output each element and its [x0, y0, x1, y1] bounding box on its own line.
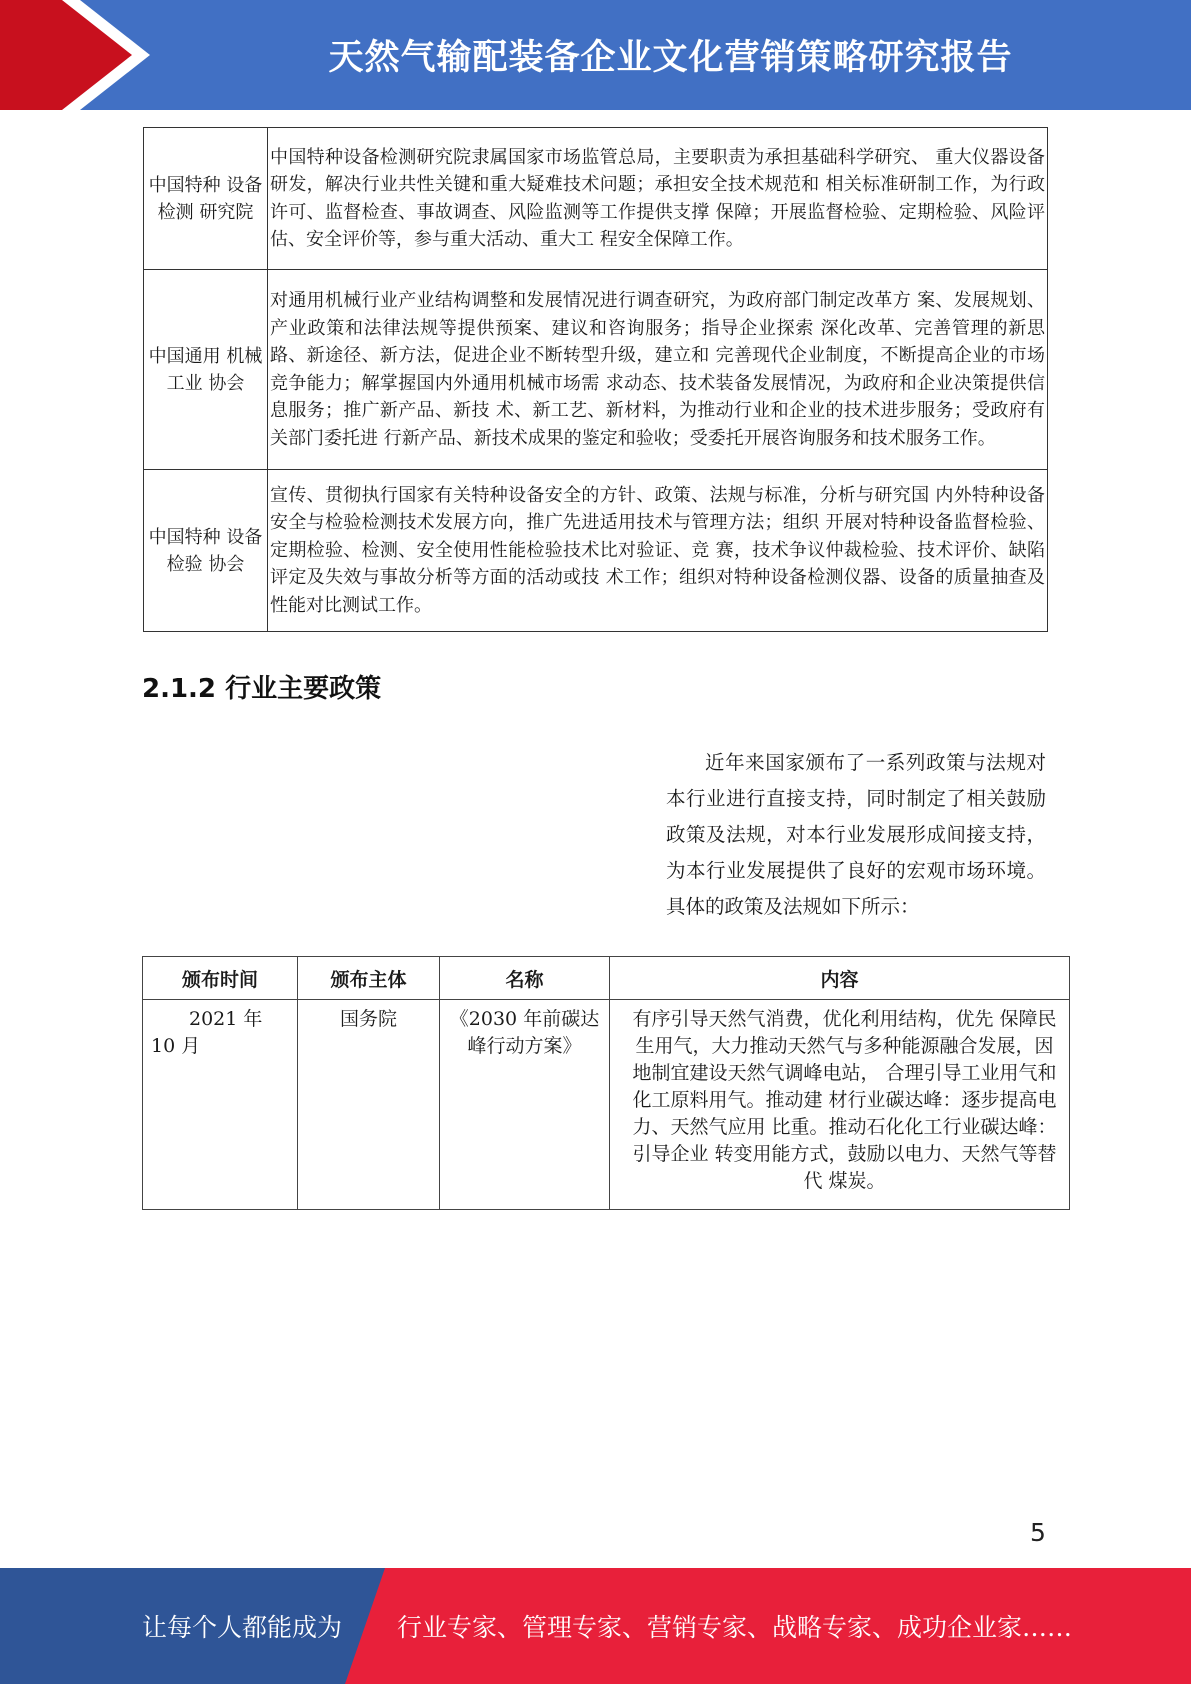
- org-name: 中国特种 设备检测 研究院: [144, 128, 268, 270]
- column-header: 颁布主体: [298, 957, 440, 1000]
- org-description: 中国特种设备检测研究院隶属国家市场监管总局，主要职责为承担基础科学研究、 重大仪器设备研发，解决行业共性关键和重大疑难技术问题；承担安全技术规范和 相关标准研制工作，为行政许可、监督检查、事故调查、风险监测等工作提供支撑 保障；开展监督检验、定期检验、风险评估、安全评价等，参与重大活动、重大工 程安全保障工作。: [268, 128, 1048, 270]
- header-bar: [0, 0, 1191, 110]
- table-row: [144, 270, 1048, 470]
- section-heading: 2.1.2 行业主要政策: [142, 674, 382, 704]
- intro-paragraph: 近年来国家颁布了一系列政策与法规对本行业进行直接支持，同时制定了相关鼓励政策及法规，对本行业发展形成间接支持，为本行业发展提供了良好的宏观市场环境。具体的政策及法规如下所示：: [666, 751, 1046, 918]
- column-header: 颁布时间: [143, 957, 298, 1000]
- report-title: 天然气输配装备企业文化营销策略研究报告: [328, 38, 1013, 78]
- table-header-row: [143, 957, 1070, 1000]
- org-description: 对通用机械行业产业结构调整和发展情况进行调查研究，为政府部门制定改革方 案、发展规划、产业政策和法律法规等提供预案、建议和咨询服务；指导企业探索 深化改革、完善管理的新思路、新途径、新方法，促进企业不断转型升级，建立和 完善现代企业制度，不断提高企业的市场竞争能力；解掌握国内外通用机械市场需 求动态、技术装备发展情况，为政府和企业决策提供信息服务；推广新产品、新技 术、新工艺、新材料，为推动行业和企业的技术进步服务；受政府有关部门委托进 行新产品、新技术成果的鉴定和验收；受委托开展咨询服务和技术服务工作。: [268, 270, 1048, 470]
- table-row: [144, 470, 1048, 632]
- page-number: 5: [1030, 1518, 1046, 1547]
- org-description: 宣传、贯彻执行国家有关特种设备安全的方针、政策、法规与标准，分析与研究国 内外特种设备安全与检验检测技术发展方向，推广先进适用技术与管理方法；组织 开展对特种设备监督检验、定期检验、检测、安全使用性能检验技术比对验证、竞 赛，技术争议仲裁检验、技术评价、缺陷评定及失效与事故分析等方面的活动或技 术工作；组织对特种设备检测仪器、设备的质量抽查及性能对比测试工作。: [268, 470, 1048, 632]
- policy-table: [142, 956, 1070, 1210]
- footer-slogan-right: 行业专家、管理专家、营销专家、战略专家、成功企业家……: [397, 1613, 1073, 1642]
- org-name: 中国通用 机械工业 协会: [144, 270, 268, 470]
- policy-name: 《2030 年前碳达峰行动方案》: [440, 1000, 610, 1210]
- column-header: 名称: [440, 957, 610, 1000]
- org-table: [143, 127, 1048, 632]
- policy-content: 有序引导天然气消费，优化利用结构，优先 保障民生用气，大力推动天然气与多种能源融合发展，因地制宜建设天然气调峰电站， 合理引导工业用气和化工原料用气。推动建 材行业碳达峰：逐步提高电力、天然气应用 比重。推动石化化工行业碳达峰：引导企业 转变用能方式，鼓励以电力、天然气等替代 煤炭。: [610, 1000, 1070, 1210]
- policy-issuer: 国务院: [298, 1000, 440, 1210]
- header-chevron-icon: [0, 0, 160, 110]
- table-row: [144, 128, 1048, 270]
- table-row: [143, 1000, 1070, 1210]
- org-name: 中国特种 设备检验 协会: [144, 470, 268, 632]
- footer-bar: [0, 1568, 1191, 1684]
- column-header: 内容: [610, 957, 1070, 1000]
- policy-time: 2021 年 10 月: [143, 1000, 298, 1210]
- footer-slogan-left: 让每个人都能成为: [142, 1613, 343, 1642]
